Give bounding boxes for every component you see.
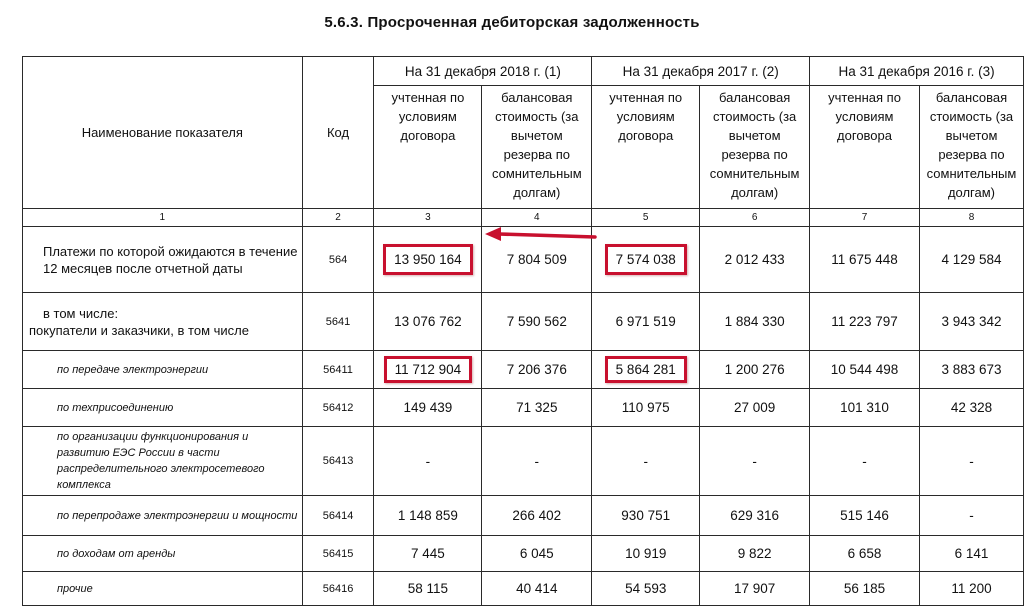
- row-value: 930 751: [592, 496, 700, 536]
- col-number: 5: [592, 209, 700, 227]
- header-year-2018: На 31 декабря 2018 г. (1): [374, 57, 592, 86]
- row-value: 4 129 584: [919, 227, 1023, 293]
- table-row: [23, 351, 1024, 389]
- row-value: 266 402: [482, 496, 592, 536]
- col-number: 3: [374, 209, 482, 227]
- row-name-customers: покупатели и заказчики, в том числе: [29, 322, 249, 338]
- row-value: -: [919, 496, 1023, 536]
- row-value: 58 115: [374, 572, 482, 606]
- row-name: по техприсоединению: [23, 389, 303, 427]
- row-value: 6 045: [482, 536, 592, 572]
- highlighted-value: 7 574 038: [605, 244, 687, 275]
- row-value: 1 148 859: [374, 496, 482, 536]
- row-code: 56414: [302, 496, 374, 536]
- row-value: 1 884 330: [700, 293, 810, 351]
- highlighted-value: 13 950 164: [383, 244, 473, 275]
- col-number: 7: [810, 209, 920, 227]
- row-value: -: [700, 427, 810, 496]
- row-value: -: [919, 427, 1023, 496]
- row-value: 1 200 276: [700, 351, 810, 389]
- table-row: [23, 227, 1024, 293]
- header-balance-2018: балансовая стоимость (за вычетом резерва по сомнительным долгам): [482, 86, 592, 209]
- table-row: [23, 293, 1024, 351]
- row-name: по доходам от аренды: [23, 536, 303, 572]
- row-value: 7 804 509: [482, 227, 592, 293]
- table-row: [23, 389, 1024, 427]
- col-number: 2: [302, 209, 374, 227]
- row-value: 10 544 498: [810, 351, 920, 389]
- row-value: 54 593: [592, 572, 700, 606]
- col-number: 4: [482, 209, 592, 227]
- table-row: [23, 536, 1024, 572]
- row-value: 2 012 433: [700, 227, 810, 293]
- row-value: 515 146: [810, 496, 920, 536]
- header-year-2017: На 31 декабря 2017 г. (2): [592, 57, 810, 86]
- row-code: 5641: [302, 293, 374, 351]
- table-row: [23, 496, 1024, 536]
- row-value: 3 943 342: [919, 293, 1023, 351]
- row-value: 110 975: [592, 389, 700, 427]
- receivables-table: [22, 56, 1024, 606]
- header-code: Код: [302, 57, 374, 209]
- row-code: 564: [302, 227, 374, 293]
- header-year-2016: На 31 декабря 2016 г. (3): [810, 57, 1024, 86]
- row-name: по перепродаже электроэнергии и мощности: [23, 496, 303, 536]
- row-value: 629 316: [700, 496, 810, 536]
- col-number: 1: [23, 209, 303, 227]
- table-row: [23, 427, 1024, 496]
- row-value: 11 675 448: [810, 227, 920, 293]
- col-number: 8: [919, 209, 1023, 227]
- header-balance-2017: балансовая стоимость (за вычетом резерва по сомнительным долгам): [700, 86, 810, 209]
- row-value: 13 076 762: [374, 293, 482, 351]
- row-value: 11 200: [919, 572, 1023, 606]
- row-value: 6 971 519: [592, 293, 700, 351]
- row-code: 56416: [302, 572, 374, 606]
- highlighted-value: 11 712 904: [384, 356, 473, 383]
- row-value: 40 414: [482, 572, 592, 606]
- header-balance-2016: балансовая стоимость (за вычетом резерва по сомнительным долгам): [919, 86, 1023, 209]
- row-value: 9 822: [700, 536, 810, 572]
- row-value: 7 445: [374, 536, 482, 572]
- header-name: Наименование показателя: [23, 57, 303, 209]
- column-numbers-row: [23, 209, 1024, 227]
- row-value: 7 590 562: [482, 293, 592, 351]
- row-value: 7 206 376: [482, 351, 592, 389]
- page-title: 5.6.3. Просроченная дебиторская задолженность: [324, 14, 700, 31]
- row-value: -: [592, 427, 700, 496]
- col-number: 6: [700, 209, 810, 227]
- row-value: 6 658: [810, 536, 920, 572]
- row-name: Платежи по которой ожидаются в течение 12 месяцев после отчетной даты: [23, 227, 303, 293]
- row-value: 71 325: [482, 389, 592, 427]
- row-code: 56413: [302, 427, 374, 496]
- row-code: 56411: [302, 351, 374, 389]
- row-value: 149 439: [374, 389, 482, 427]
- row-name: по организации функционирования и развитию ЕЭС России в части распределительного электросетевого комплекса: [23, 427, 303, 496]
- header-accounted-2018: учтенная по условиям договора: [374, 86, 482, 209]
- row-value: -: [810, 427, 920, 496]
- row-value: 11 223 797: [810, 293, 920, 351]
- row-value: 3 883 673: [919, 351, 1023, 389]
- row-name: по передаче электроэнергии: [23, 351, 303, 389]
- row-name: [23, 293, 303, 351]
- row-value: 6 141: [919, 536, 1023, 572]
- row-value: -: [374, 427, 482, 496]
- header-accounted-2017: учтенная по условиям договора: [592, 86, 700, 209]
- row-value: 10 919: [592, 536, 700, 572]
- row-code: 56415: [302, 536, 374, 572]
- row-value: -: [482, 427, 592, 496]
- row-value: 17 907: [700, 572, 810, 606]
- row-value: 42 328: [919, 389, 1023, 427]
- row-value: 27 009: [700, 389, 810, 427]
- header-accounted-2016: учтенная по условиям договора: [810, 86, 920, 209]
- row-label-including: в том числе:: [43, 305, 119, 321]
- highlighted-value: 5 864 281: [605, 356, 687, 383]
- table-row: [23, 572, 1024, 606]
- row-code: 56412: [302, 389, 374, 427]
- row-value: 56 185: [810, 572, 920, 606]
- row-name: прочие: [23, 572, 303, 606]
- header-row-years: [23, 57, 1024, 86]
- row-value: 101 310: [810, 389, 920, 427]
